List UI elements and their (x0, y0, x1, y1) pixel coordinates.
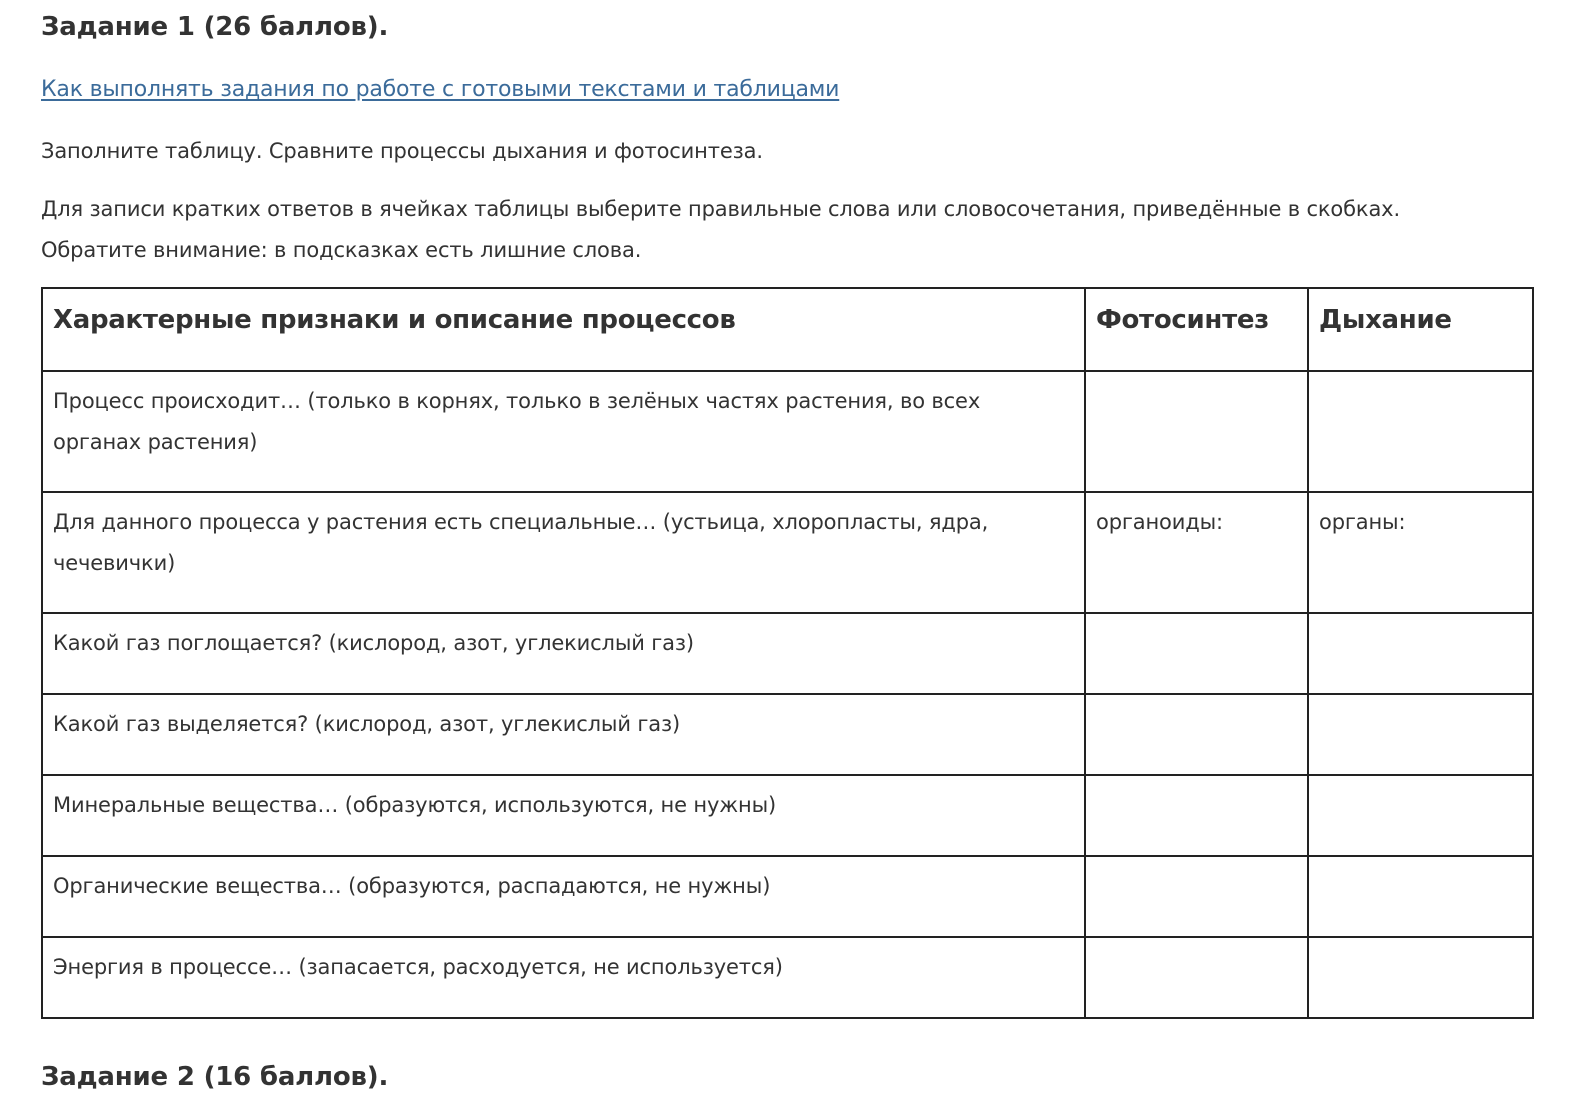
row-feature-cell: Минеральные вещества… (образуются, используются, не нужны) (42, 775, 1085, 856)
row-feature-cell: Какой газ выделяется? (кислород, азот, углекислый газ) (42, 694, 1085, 775)
photosynthesis-answer-cell[interactable] (1085, 775, 1308, 856)
instruction-answer-format (41, 189, 1400, 271)
header-respiration: Дыхание (1308, 288, 1533, 371)
photosynthesis-answer-cell[interactable] (1085, 613, 1308, 694)
instruction-fill-table: Заполните таблицу. Сравните процессы дыхания и фотосинтеза. (41, 139, 763, 163)
row-feature-cell: Какой газ поглощается? (кислород, азот, углекислый газ) (42, 613, 1085, 694)
photosynthesis-answer-cell[interactable] (1085, 937, 1308, 1018)
table-row (42, 856, 1533, 937)
respiration-answer-cell[interactable] (1308, 613, 1533, 694)
table-row (42, 371, 1533, 492)
photosynthesis-answer-cell[interactable] (1085, 856, 1308, 937)
table-row (42, 613, 1533, 694)
row-feature-cell: Энергия в процессе… (запасается, расходуется, не используется) (42, 937, 1085, 1018)
comparison-table (41, 287, 1534, 1019)
table-row (42, 492, 1533, 613)
help-link[interactable]: Как выполнять задания по работе с готовыми текстами и таблицами (41, 77, 840, 102)
photosynthesis-answer-cell[interactable] (1085, 371, 1308, 492)
row-feature-cell: Для данного процесса у растения есть специальные… (устьица, хлоропласты, ядра, чечевички) (42, 492, 1085, 613)
table-row (42, 694, 1533, 775)
photosynthesis-answer-cell[interactable]: органоиды: (1085, 492, 1308, 613)
respiration-answer-cell[interactable]: органы: (1308, 492, 1533, 613)
instruction-answer-format-line2: Обратите внимание: в подсказках есть лишние слова. (41, 238, 642, 262)
respiration-answer-cell[interactable] (1308, 371, 1533, 492)
respiration-answer-cell[interactable] (1308, 694, 1533, 775)
respiration-answer-cell[interactable] (1308, 937, 1533, 1018)
respiration-answer-cell[interactable] (1308, 856, 1533, 937)
photosynthesis-answer-cell[interactable] (1085, 694, 1308, 775)
respiration-answer-cell[interactable] (1308, 775, 1533, 856)
header-photosynthesis: Фотосинтез (1085, 288, 1308, 371)
task2-title: Задание 2 (16 баллов). (41, 1062, 389, 1092)
table-row (42, 937, 1533, 1018)
table-header-row (42, 288, 1533, 371)
instruction-answer-format-line1: Для записи кратких ответов в ячейках таблицы выберите правильные слова или словосочетания, приведённые в скобках. (41, 197, 1400, 221)
table-row (42, 775, 1533, 856)
header-features: Характерные признаки и описание процессов (42, 288, 1085, 371)
row-feature-cell: Процесс происходит… (только в корнях, только в зелёных частях растения, во всех органах растения) (42, 371, 1085, 492)
row-feature-cell: Органические вещества… (образуются, распадаются, не нужны) (42, 856, 1085, 937)
task1-title: Задание 1 (26 баллов). (41, 12, 389, 42)
